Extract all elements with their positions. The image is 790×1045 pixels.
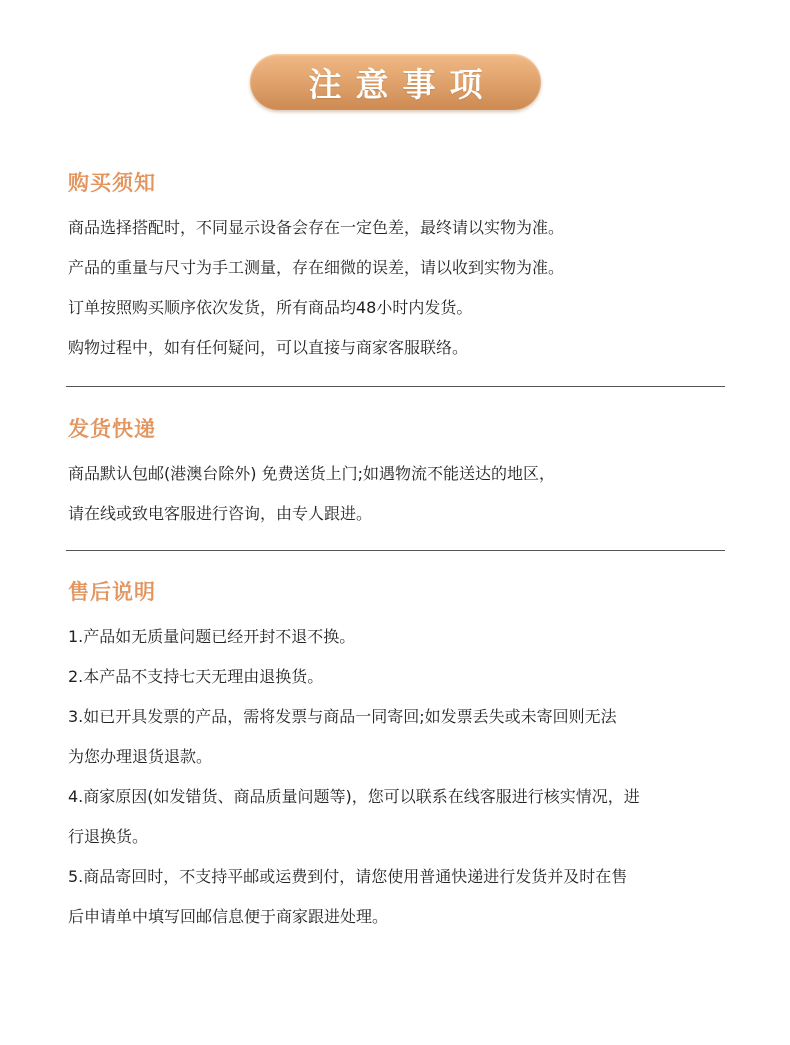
shipping-line: 商品默认包邮(港澳台除外) 免费送货上门;如遇物流不能送达的地区， (68, 464, 555, 483)
shipping-line: 请在线或致电客服进行咨询，由专人跟进。 (68, 504, 373, 523)
after-sales-line: 为您办理退货退款。 (68, 747, 213, 766)
purchase-notice-line: 订单按照购买顺序依次发货，所有商品均48小时内发货。 (68, 298, 473, 317)
section-title-purchase-notice: 购买须知 (68, 171, 156, 195)
purchase-notice-line: 商品选择搭配时，不同显示设备会存在一定色差，最终请以实物为准。 (68, 218, 565, 237)
after-sales-line: 4.商家原因(如发错货、商品质量问题等)，您可以联系在线客服进行核实情况，进 (68, 787, 640, 806)
section-divider (66, 550, 725, 551)
section-title-after-sales: 售后说明 (68, 580, 156, 604)
after-sales-line: 3.如已开具发票的产品，需将发票与商品一同寄回;如发票丢失或未寄回则无法 (68, 707, 617, 726)
section-purchase-notice (68, 168, 728, 368)
purchase-notice-line: 购物过程中，如有任何疑问，可以直接与商家客服联络。 (68, 338, 469, 357)
after-sales-line: 5.商品寄回时，不支持平邮或运费到付，请您使用普通快递进行发货并及时在售 (68, 867, 628, 886)
title-banner (250, 54, 541, 110)
after-sales-line: 后申请单中填写回邮信息便于商家跟进处理。 (68, 907, 389, 926)
section-after-sales (68, 577, 728, 937)
after-sales-line: 1.产品如无质量问题已经开封不退不换。 (68, 627, 356, 646)
section-shipping (68, 414, 728, 534)
section-divider (66, 386, 725, 387)
section-title-shipping: 发货快递 (68, 417, 156, 441)
after-sales-line: 2.本产品不支持七天无理由退换货。 (68, 667, 324, 686)
after-sales-line: 行退换货。 (68, 827, 149, 846)
purchase-notice-line: 产品的重量与尺寸为手工测量，存在细微的误差，请以收到实物为准。 (68, 258, 565, 277)
page-title: 注意事项 (308, 64, 497, 104)
